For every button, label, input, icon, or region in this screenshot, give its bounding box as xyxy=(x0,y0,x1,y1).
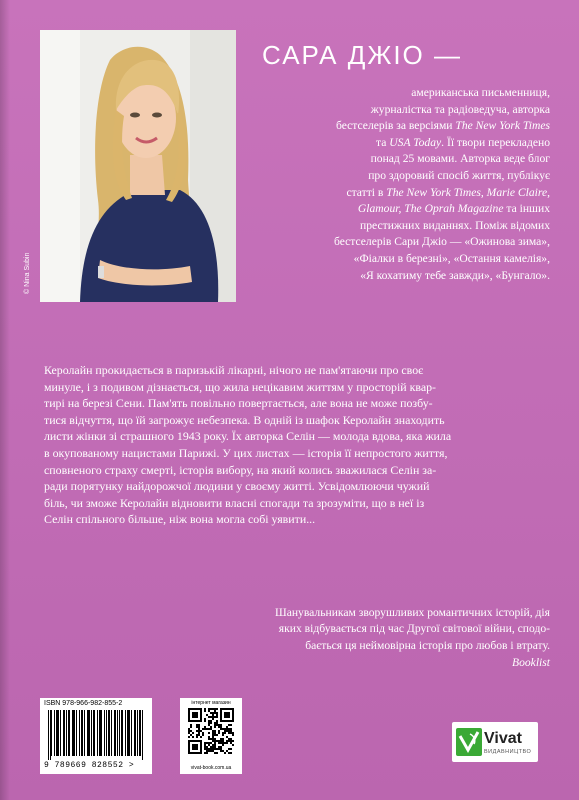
qr-module xyxy=(212,738,214,740)
qr-module xyxy=(228,724,230,726)
qr-module xyxy=(230,752,232,754)
bio-text: та інших xyxy=(503,202,550,216)
bio-italic-text: Glamour, The Oprah Magazine xyxy=(357,202,504,216)
qr-module xyxy=(208,744,210,746)
qr-module xyxy=(208,748,210,750)
qr-module xyxy=(216,714,218,716)
qr-module xyxy=(208,728,210,730)
qr-module xyxy=(220,738,222,740)
qr-caption-url: vivat-book.com.ua xyxy=(190,765,232,771)
barcode-bar xyxy=(56,710,57,756)
barcode-bar xyxy=(100,710,101,756)
qr-module xyxy=(198,726,200,728)
bio-text: престижних виданнях. Поміж відомих xyxy=(360,218,550,232)
qr-module xyxy=(212,736,214,738)
qr-module xyxy=(214,744,216,746)
qr-module xyxy=(230,738,232,740)
bio-text: про здоровий спосіб життя, публікує xyxy=(368,168,550,182)
qr-module xyxy=(226,740,228,742)
qr-module xyxy=(224,732,226,734)
qr-module xyxy=(218,730,220,732)
photo-credit: © Nina Subin xyxy=(24,252,31,294)
qr-module xyxy=(214,722,216,724)
bio-line xyxy=(250,218,550,235)
qr-module xyxy=(220,728,222,730)
qr-module xyxy=(196,734,198,736)
qr-module xyxy=(216,722,218,724)
qr-module xyxy=(198,724,200,726)
qr-module xyxy=(188,732,190,734)
barcode-bar xyxy=(101,710,102,756)
bio-text: статті в xyxy=(346,185,387,199)
barcode-bar xyxy=(121,710,122,756)
barcode-bar xyxy=(54,710,55,756)
qr-module xyxy=(206,728,208,730)
qr-module xyxy=(224,752,226,754)
barcode-bar xyxy=(68,710,69,756)
barcode-bar xyxy=(72,710,73,756)
barcode-bar xyxy=(128,710,129,756)
bio-line xyxy=(250,201,550,218)
synopsis-line: тися відчуття, що їй загрожує небезпека. В одній із шафок Керолайн знаходить xyxy=(44,412,445,427)
barcode-bar xyxy=(64,710,65,756)
barcode-bar xyxy=(117,710,118,756)
qr-module xyxy=(222,744,224,746)
qr-module xyxy=(230,728,232,730)
qr-module xyxy=(188,736,190,738)
barcode-bar xyxy=(50,710,51,760)
qr-module xyxy=(220,740,222,742)
qr-module xyxy=(206,746,208,748)
barcode-bar xyxy=(69,710,70,756)
barcode-bar xyxy=(119,710,120,756)
qr-module xyxy=(232,732,234,734)
barcode-bar xyxy=(111,710,112,756)
qr-module xyxy=(208,738,210,740)
barcode-bar xyxy=(91,710,92,756)
qr-module xyxy=(192,732,194,734)
author-photo xyxy=(40,30,236,302)
review-line: яких відбувається під час Другої світової війни, сподо- xyxy=(278,622,550,636)
publisher-logo xyxy=(452,722,538,762)
vivat-logo-icon xyxy=(456,728,482,756)
bio-text: «Фіалки в березні», «Остання камелія», xyxy=(353,251,550,265)
qr-module xyxy=(222,738,224,740)
barcode-bar xyxy=(108,710,109,756)
qr-module xyxy=(210,748,212,750)
qr-module xyxy=(232,740,234,742)
qr-module xyxy=(212,712,214,714)
bio-line xyxy=(250,268,550,285)
barcode-bar xyxy=(99,710,100,756)
bio-line xyxy=(250,234,550,251)
qr-module xyxy=(204,710,206,712)
qr-module xyxy=(222,750,224,752)
qr-module xyxy=(216,748,218,750)
qr-module xyxy=(210,746,212,748)
qr-module xyxy=(214,708,216,710)
qr-module xyxy=(192,712,198,718)
qr-module xyxy=(214,740,216,742)
qr-module xyxy=(220,742,222,744)
publisher-subtitle: ВИДАВНИЦТВО xyxy=(484,749,532,755)
qr-module xyxy=(210,708,212,710)
qr-module xyxy=(214,734,216,736)
barcode-bar xyxy=(60,710,61,756)
qr-module xyxy=(212,718,214,720)
qr-module xyxy=(204,726,206,728)
book-synopsis xyxy=(44,362,544,528)
qr-module xyxy=(214,712,216,714)
barcode-bar xyxy=(114,710,115,756)
qr-module xyxy=(228,752,230,754)
qr-module xyxy=(190,730,192,732)
barcode-bar xyxy=(73,710,74,756)
qr-module xyxy=(220,724,222,726)
isbn-label: ISBN 978-966-982-855-2 xyxy=(44,700,123,707)
qr-module xyxy=(226,742,228,744)
qr-module xyxy=(210,712,212,714)
qr-module xyxy=(214,726,216,728)
synopsis-line: в окупованому нацистами Парижі. У цих листах — історія її непростого життя, xyxy=(44,445,448,460)
qr-module xyxy=(212,730,214,732)
barcode-bar xyxy=(89,710,90,756)
qr-module xyxy=(208,742,210,744)
synopsis-line: тирі на березі Сени. Пам'ять повільно повертається, але вона не може позбу- xyxy=(44,396,433,411)
barcode-bar xyxy=(109,710,110,756)
barcode-bar xyxy=(82,710,83,756)
qr-module xyxy=(222,732,224,734)
qr-module xyxy=(208,736,210,738)
bio-line xyxy=(250,251,550,268)
barcode xyxy=(40,698,152,774)
qr-module xyxy=(216,716,218,718)
barcode-bar xyxy=(135,710,136,756)
qr-module xyxy=(216,740,218,742)
qr-module xyxy=(212,750,214,752)
barcode-bar xyxy=(66,710,67,756)
qr-caption-top: інтернет магазин xyxy=(191,700,231,706)
qr-module xyxy=(214,710,216,712)
review-line: Шанувальникам зворушливих романтичних історій, дія xyxy=(275,606,550,619)
barcode-bar xyxy=(58,710,59,756)
synopsis-line: листи жінки зі страшного 1943 року. Їх авторка Селін — молода вдова, яка жила xyxy=(44,429,452,444)
qr-module xyxy=(216,752,218,754)
qr-module xyxy=(230,732,232,734)
bio-italic-text: The New York Times xyxy=(455,119,550,133)
qr-module xyxy=(190,734,192,736)
qr-module xyxy=(218,732,220,734)
qr-module xyxy=(228,748,230,750)
qr-module xyxy=(212,714,214,716)
qr-module xyxy=(204,742,206,744)
bio-text: та xyxy=(376,135,390,149)
qr-module xyxy=(206,750,208,752)
qr-module xyxy=(214,746,216,748)
qr-module xyxy=(206,752,208,754)
qr-module xyxy=(208,750,210,752)
qr-module xyxy=(216,724,218,726)
qr-module xyxy=(214,752,216,754)
qr-module xyxy=(204,752,206,754)
qr-module xyxy=(196,726,198,728)
review-quote xyxy=(250,605,550,672)
qr-module xyxy=(190,724,192,726)
qr-module xyxy=(208,710,210,712)
qr-module xyxy=(212,744,214,746)
barcode-bar xyxy=(87,710,88,756)
barcode-bar xyxy=(142,710,143,760)
bio-line xyxy=(250,135,550,152)
barcode-bar xyxy=(106,710,107,756)
qr-module xyxy=(204,720,206,722)
qr-module xyxy=(202,728,204,730)
barcode-bar xyxy=(139,710,140,756)
barcode-bar xyxy=(63,710,64,756)
qr-module xyxy=(226,728,228,730)
qr-module xyxy=(208,732,210,734)
barcode-bar xyxy=(140,710,141,756)
bio-text: американська письменниця, xyxy=(411,86,550,99)
barcode-bar xyxy=(115,710,116,756)
qr-module xyxy=(222,742,224,744)
qr-module xyxy=(214,732,216,734)
qr-module xyxy=(216,720,218,722)
qr-module xyxy=(212,734,214,736)
qr-module xyxy=(224,730,226,732)
qr-module xyxy=(190,726,192,728)
qr-module xyxy=(214,742,216,744)
qr-module xyxy=(218,726,220,728)
qr-module xyxy=(228,732,230,734)
qr-module xyxy=(208,722,210,724)
qr-module xyxy=(216,708,218,710)
qr-module xyxy=(228,730,230,732)
qr-module xyxy=(218,742,220,744)
barcode-digits: 9 789669 828552 > xyxy=(44,761,135,770)
barcode-bar xyxy=(97,710,98,756)
barcode-bar xyxy=(74,710,75,756)
bio-line xyxy=(250,118,550,135)
barcode-bar xyxy=(48,710,49,760)
qr-module xyxy=(224,742,226,744)
qr-module xyxy=(204,744,206,746)
qr-module xyxy=(192,744,198,750)
qr-module xyxy=(212,732,214,734)
qr-module xyxy=(220,746,222,748)
barcode-bar xyxy=(104,710,105,756)
qr-module xyxy=(200,730,202,732)
barcode-bar xyxy=(131,710,132,756)
barcode-bar xyxy=(94,710,95,756)
qr-module xyxy=(224,728,226,730)
qr-module xyxy=(230,748,232,750)
qr-module xyxy=(232,744,234,746)
barcode-bar xyxy=(129,710,130,756)
qr-module xyxy=(212,746,214,748)
qr-module xyxy=(204,746,206,748)
barcode-bar xyxy=(88,710,89,756)
barcode-bar xyxy=(93,710,94,756)
qr-module xyxy=(218,740,220,742)
qr-module xyxy=(206,748,208,750)
bio-text: понад 25 мовами. Авторка веде блог xyxy=(370,152,550,166)
barcode-bar xyxy=(57,710,58,756)
qr-module xyxy=(226,726,228,728)
qr-module xyxy=(212,740,214,742)
barcode-bar xyxy=(134,710,135,756)
qr-module xyxy=(214,730,216,732)
qr-module xyxy=(210,742,212,744)
qr-module xyxy=(206,742,208,744)
qr-module xyxy=(216,734,218,736)
qr-module xyxy=(202,732,204,734)
publisher-name: Vivat xyxy=(484,730,522,747)
qr-module xyxy=(210,750,212,752)
qr-module xyxy=(208,724,210,726)
qr-module xyxy=(218,746,220,748)
author-heading: САРА ДЖІО — xyxy=(262,40,463,70)
qr-module xyxy=(224,712,230,718)
qr-module xyxy=(198,728,200,730)
barcode-bar xyxy=(81,710,82,756)
qr-module xyxy=(210,720,212,722)
bio-text: бестселерів Сари Джіо — «Ожинова зима», xyxy=(333,235,550,249)
barcode-bar xyxy=(84,710,85,756)
barcode-bar xyxy=(76,710,77,756)
qr-module xyxy=(214,724,216,726)
barcode-bar xyxy=(51,710,52,756)
qr-module xyxy=(226,730,228,732)
qr-module xyxy=(214,748,216,750)
qr-module xyxy=(220,726,222,728)
qr-module xyxy=(220,750,222,752)
qr-module xyxy=(222,740,224,742)
qr-module xyxy=(230,724,232,726)
synopsis-line: ради порятунку найдорожчої людини у своєму житті. Усвідомлюючи чужий xyxy=(44,479,430,494)
qr-module xyxy=(228,738,230,740)
qr-module xyxy=(210,726,212,728)
qr-module xyxy=(198,732,200,734)
qr-module xyxy=(210,728,212,730)
qr-module xyxy=(212,748,214,750)
bio-text: . Її твори перекладено xyxy=(441,135,550,149)
barcode-bar xyxy=(79,710,80,756)
qr-module xyxy=(208,720,210,722)
bio-italic-text: The New York Times, Marie Claire, xyxy=(386,185,550,199)
qr-module xyxy=(228,728,230,730)
bio-text: бестселерів за версіями xyxy=(335,119,456,133)
review-line: бається ця неймовірна історія про любов і втрату. xyxy=(305,638,550,652)
synopsis-line: сповненого страху смерті, історія вибору, на який колись зважилася Селін за- xyxy=(44,462,437,477)
qr-module xyxy=(204,718,206,720)
qr-module xyxy=(226,736,228,738)
qr-module xyxy=(230,730,232,732)
bio-line xyxy=(250,168,550,185)
qr-module xyxy=(230,742,232,744)
qr-module xyxy=(198,734,200,736)
qr-module xyxy=(196,724,198,726)
qr-module xyxy=(204,728,206,730)
qr-code xyxy=(188,708,234,754)
qr-module xyxy=(204,708,206,710)
qr-module xyxy=(220,748,222,750)
qr-module xyxy=(212,716,214,718)
barcode-bars xyxy=(48,710,144,760)
qr-module xyxy=(208,708,210,710)
qr-module xyxy=(232,734,234,736)
review-source: Booklist xyxy=(512,656,550,670)
spine-shadow xyxy=(0,0,10,800)
qr-module xyxy=(222,728,224,730)
qr-module xyxy=(200,736,202,738)
qr-module xyxy=(222,734,224,736)
qr-module xyxy=(204,748,206,750)
qr-module xyxy=(188,728,190,730)
qr-module xyxy=(226,750,228,752)
qr-module xyxy=(208,716,210,718)
qr-code-panel xyxy=(180,698,242,774)
qr-module xyxy=(214,716,216,718)
synopsis-line: минуле, і з подивом дізнається, що жила нецікавим життям у просторій квар- xyxy=(44,379,437,394)
qr-module xyxy=(210,716,212,718)
barcode-bar xyxy=(137,710,138,756)
qr-module xyxy=(218,724,220,726)
qr-module xyxy=(198,730,200,732)
qr-module xyxy=(202,734,204,736)
synopsis-line: Селін спільного більше, ніж вона могла собі уявити... xyxy=(44,512,316,527)
author-bio xyxy=(250,85,550,284)
qr-module xyxy=(218,748,220,750)
qr-module xyxy=(206,714,208,716)
synopsis-line: біль, чи зможе Керолайн відновити власні спогади та зрозуміти, що в неї із xyxy=(44,495,425,510)
bio-line xyxy=(250,85,550,102)
qr-module xyxy=(216,712,218,714)
bio-line xyxy=(250,102,550,119)
bio-text: журналістка та радіоведуча, авторка xyxy=(370,102,550,116)
qr-module xyxy=(210,738,212,740)
bio-text: «Я кохатиму тебе завжди», «Бунгало». xyxy=(360,268,550,282)
bio-line xyxy=(250,151,550,168)
barcode-bar xyxy=(122,710,123,756)
qr-module xyxy=(228,740,230,742)
barcode-bar xyxy=(127,710,128,756)
bio-italic-text: USA Today xyxy=(389,135,442,149)
qr-module xyxy=(188,730,190,732)
qr-module xyxy=(214,738,216,740)
barcode-bar xyxy=(125,710,126,756)
bio-line xyxy=(250,185,550,202)
qr-module xyxy=(210,722,212,724)
qr-module xyxy=(192,736,194,738)
qr-module xyxy=(212,708,214,710)
qr-module xyxy=(230,740,232,742)
synopsis-line: Керолайн прокидається в паризькій лікарні, нічого не пам'ятаючи про своє xyxy=(44,363,424,377)
qr-module xyxy=(196,730,198,732)
qr-module xyxy=(196,736,198,738)
